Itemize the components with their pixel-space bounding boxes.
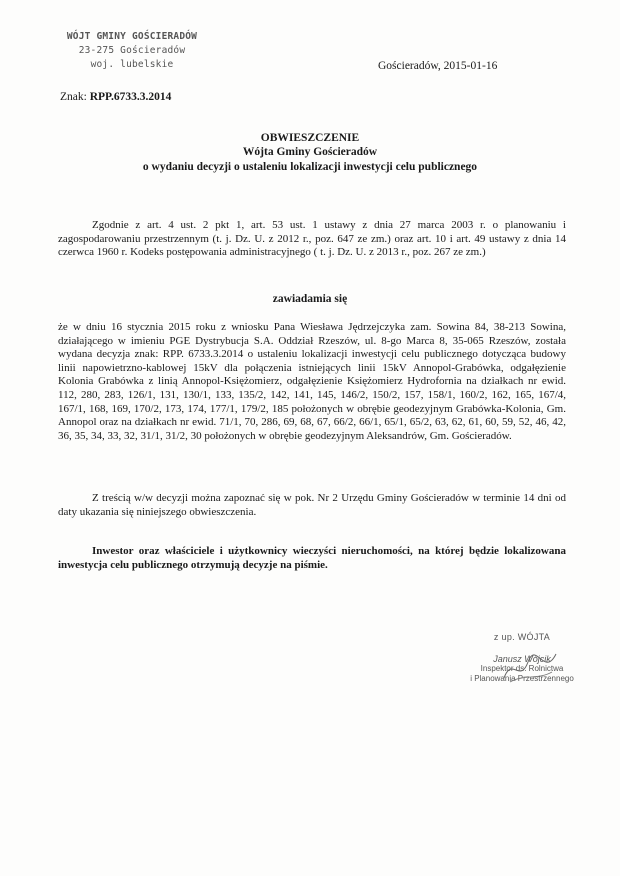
- stamp-line-3: woj. lubelskie: [90, 59, 174, 70]
- stamp-line-2: 23-275 Gościeradów: [78, 45, 186, 56]
- document-subject: o wydaniu decyzji o ustaleniu lokalizacji inwestycji celu publicznego: [142, 161, 478, 173]
- office-stamp: [52, 30, 212, 72]
- document-date: Gościeradów, 2015-01-16: [378, 60, 498, 72]
- signature-title-2: i Planowania Przestrzennego: [470, 674, 574, 683]
- document-issuer: Wójta Gminy Gościeradów: [242, 146, 378, 158]
- reference-label: Znak:: [60, 91, 87, 103]
- stamp-line-1: WÓJT GMINY GOŚCIERADÓW: [66, 31, 198, 42]
- decision-details-paragraph: że w dniu 16 stycznia 2015 roku z wniosku Pana Wiesława Jędrzejczyka zam. Sowina 84, 38-213 Sowina, działającego w imieniu PGE Dystrybucja S.A. Oddział Rzeszów, ul. 8-go Marca 8, 35-065 Rzeszów, została wydana decyzja znak: RPP. 6733.3.2014 o ustaleniu lokalizacji inwestycji celu publicznego dotycząca budowy linii napowietrzno-kablowej 15kV dla połączenia istniejących linii 15kV Annopol-Grabówka, odgałęzienie Kolonia Grabówka z linią Annopol-Księżomierz, odgałęzienie Księżomierz Hydrofornia na działkach nr ewid. 112, 280, 283, 126/1, 131, 130/1, 133, 135/2, 142, 141, 145, 146/2, 150/2, 157, 158/1, 160/2, 162, 165, 167/4, 167/1, 168, 169, 170/2, 173, 174, 177/1, 179/2, 185 położonych w obrębie geodezyjnym Grabówka-Kolonia, Gm. Annopol oraz na działkach nr ewid. 71/1, 70, 286, 69, 68, 67, 66/2, 66/1, 65/1, 65/2, 63, 62, 61, 60, 59, 52, 46, 42, 36, 35, 34, 33, 32, 31/1, 31/2, 30 położonych w obrębie geodezyjnym Aleksandrów, Gm. Gościeradów.: [58, 321, 566, 442]
- legal-basis-paragraph: Zgodnie z art. 4 ust. 2 pkt 1, art. 53 ust. 1 ustawy z dnia 27 marca 2003 r. o planowaniu i zagospodarowaniu przestrzennym (t. j. Dz. U. z 2012 r., poz. 647 ze zm.) oraz art. 10 i art. 49 ustawy z dnia 14 czerwca 1960 r. Kodeks postępowania administracyjnego ( t. j. Dz. U. z 2013 r., poz. 267 ze zm.): [58, 219, 566, 259]
- reference-value: RPP.6733.3.2014: [89, 91, 172, 103]
- notification-heading: zawiadamia się: [272, 293, 348, 305]
- handwritten-signature-icon: [500, 648, 560, 688]
- signature-authority: z up. WÓJTA: [493, 632, 551, 642]
- reference-number: [60, 91, 171, 103]
- access-info-paragraph: Z treścią w/w decyzji można zapoznać się w pok. Nr 2 Urzędu Gminy Gościeradów w terminie 14 dni od daty ukazania się niniejszego obwieszczenia.: [58, 492, 566, 518]
- signature-title-1: Inspektor ds. Rolnictwa: [480, 664, 564, 673]
- document-title: OBWIESZCZENIE: [260, 132, 360, 144]
- signature-name: Janusz Wójcik: [493, 654, 551, 664]
- recipients-paragraph: Inwestor oraz właściciele i użytkownicy wieczyści nieruchomości, na której będzie lokalizowana inwestycja celu publicznego otrzymują decyzje na piśmie.: [58, 545, 566, 571]
